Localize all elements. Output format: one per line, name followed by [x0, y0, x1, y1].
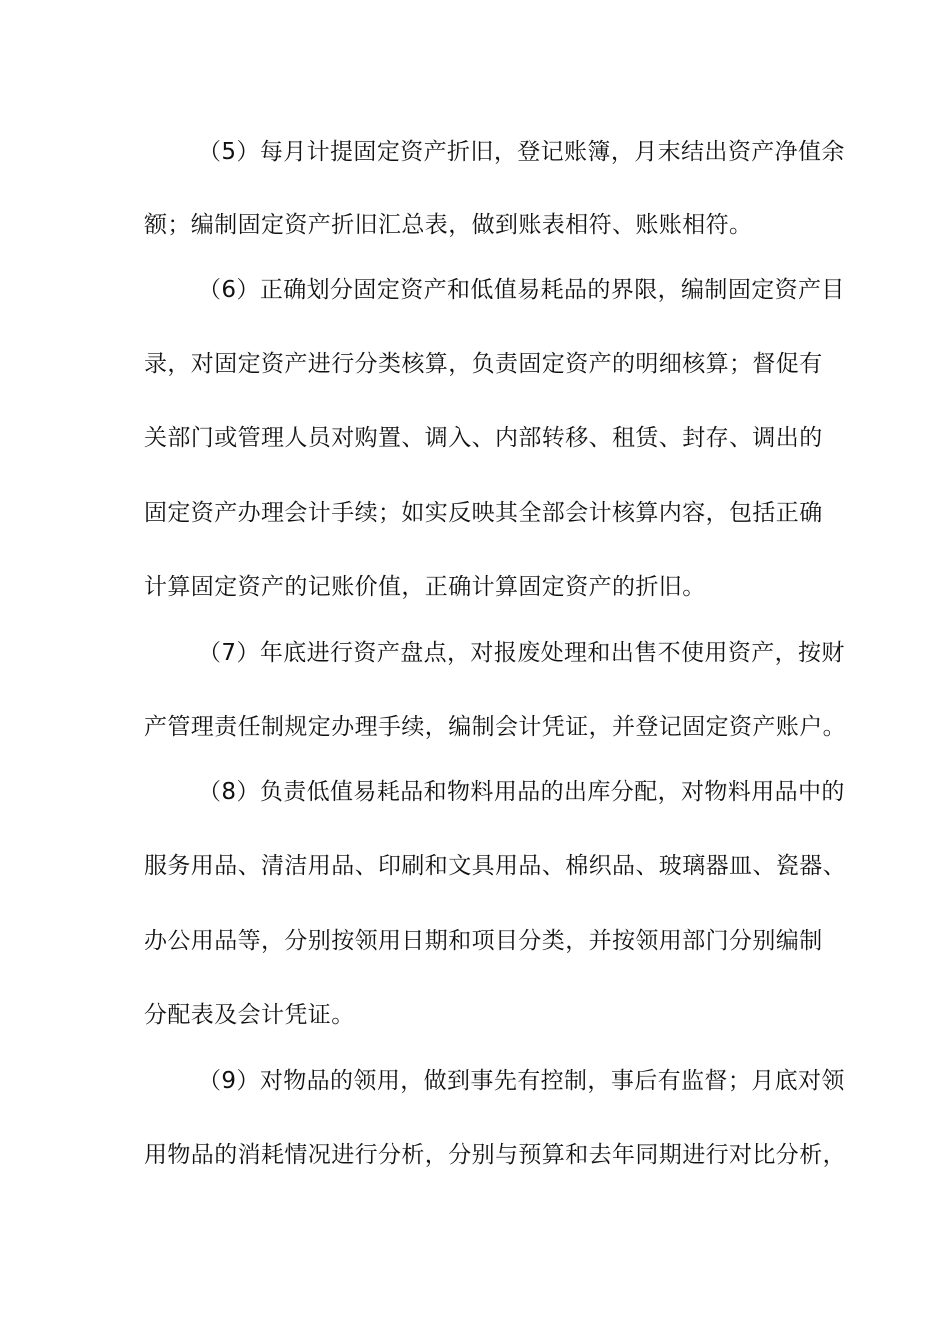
- paragraph-5-line-2: 额；编制固定资产折旧汇总表，做到账表相符、账账相符。: [144, 212, 753, 238]
- paragraph-6-line-1: （6）正确划分固定资产和低值易耗品的界限，编制固定资产目: [198, 277, 845, 303]
- paragraph-6-line-3: 关部门或管理人员对购置、调入、内部转移、租赁、封存、调出的: [144, 425, 823, 451]
- paragraph-6-line-5: 计算固定资产的记账价值，正确计算固定资产的折旧。: [144, 574, 706, 600]
- paragraph-8-line-2: 服务用品、清洁用品、印刷和文具用品、棉织品、玻璃器皿、瓷器、: [144, 853, 846, 879]
- paragraph-8-line-3: 办公用品等，分别按领用日期和项目分类，并按领用部门分别编制: [144, 928, 823, 954]
- paragraph-8-line-1: （8）负责低值易耗品和物料用品的出库分配，对物料用品中的: [198, 779, 845, 805]
- paragraph-9-line-1: （9）对物品的领用，做到事先有控制，事后有监督；月底对领: [198, 1068, 845, 1094]
- paragraph-5-line-1: （5）每月计提固定资产折旧，登记账簿，月末结出资产净值余: [198, 139, 845, 165]
- paragraph-8-line-4: 分配表及会计凭证。: [144, 1002, 355, 1028]
- paragraph-9-line-2: 用物品的消耗情况进行分析，分别与预算和去年同期进行对比分析，: [144, 1142, 846, 1168]
- paragraph-7-line-1: （7）年底进行资产盘点，对报废处理和出售不使用资产，按财: [198, 640, 845, 666]
- paragraph-7-line-2: 产管理责任制规定办理手续，编制会计凭证，并登记固定资产账户。: [144, 714, 846, 740]
- paragraph-6-line-2: 录，对固定资产进行分类核算，负责固定资产的明细核算；督促有: [144, 351, 823, 377]
- paragraph-6-line-4: 固定资产办理会计手续；如实反映其全部会计核算内容，包括正确: [144, 500, 823, 526]
